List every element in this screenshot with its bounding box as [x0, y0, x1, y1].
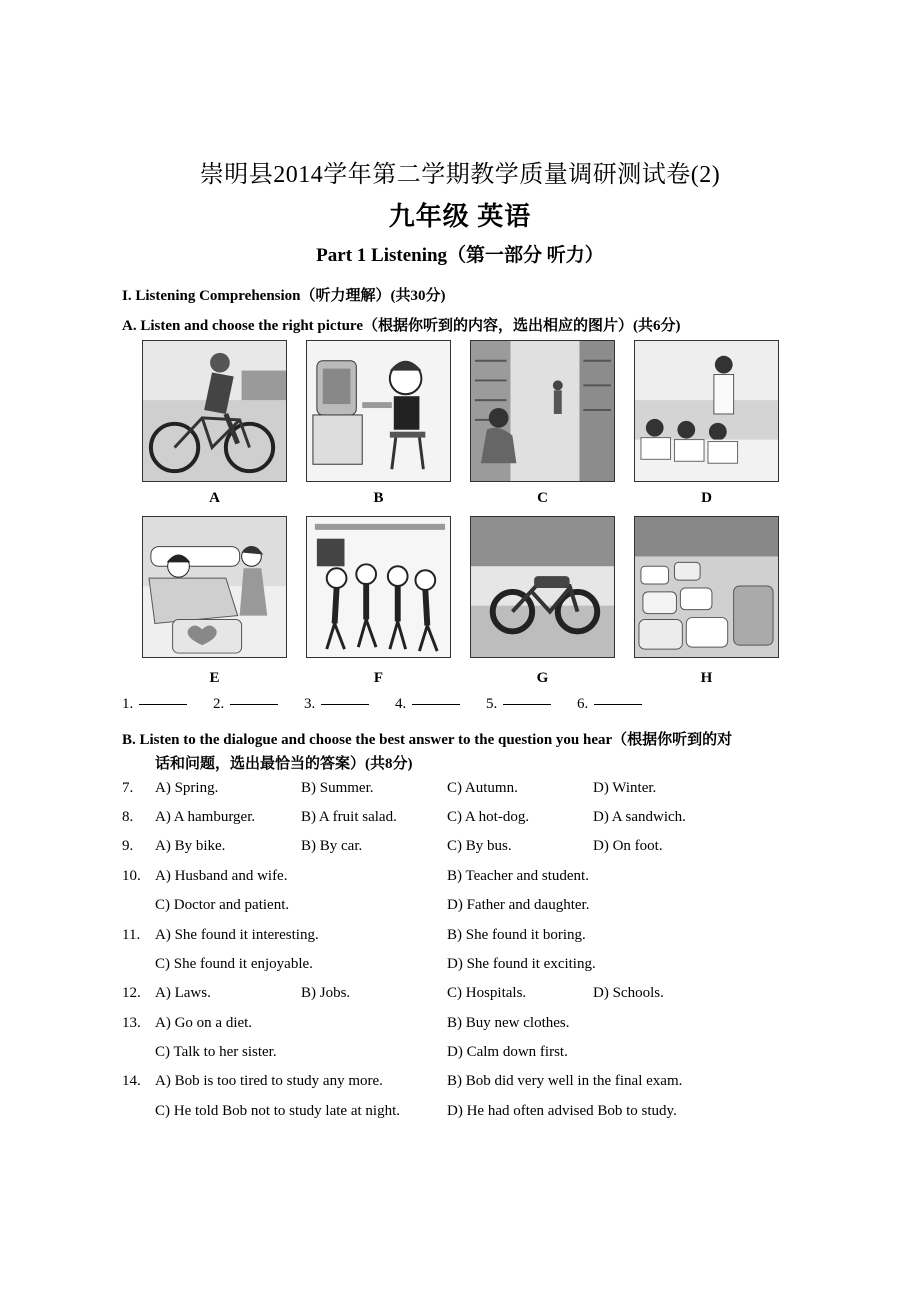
- option-c[interactable]: C) Hospitals.: [447, 985, 527, 1001]
- section-i-heading: I. Listening Comprehension（听力理解）(共30分): [122, 288, 446, 304]
- option-a[interactable]: A) A hamburger.: [155, 809, 256, 825]
- option-c[interactable]: C) She found it enjoyable.: [155, 956, 313, 972]
- picture-label-c: C: [537, 490, 548, 506]
- option-a[interactable]: A) Spring.: [155, 780, 219, 796]
- section-b-heading: B. Listen to the dialogue and choose the best answer to the question you hear（根据你听到的对: [122, 732, 733, 748]
- question-10: 10. A) Husband and wife. B) Teacher and student.: [122, 868, 589, 884]
- option-c[interactable]: C) A hot-dog.: [447, 809, 530, 825]
- option-b[interactable]: B) She found it boring.: [447, 927, 586, 943]
- question-13: 13. A) Go on a diet. B) Buy new clothes.: [122, 1015, 570, 1031]
- question-11-cont: [122, 956, 822, 978]
- motorcycle-photo-icon: [470, 516, 615, 658]
- option-a[interactable]: A) Bob is too tired to study any more.: [155, 1073, 383, 1089]
- question-8: 8. A) A hamburger. B) A fruit salad. C) A hot-dog. D) A sandwich.: [122, 809, 686, 825]
- blank-1[interactable]: 1.: [122, 696, 187, 713]
- option-c[interactable]: C) Doctor and patient.: [155, 897, 290, 913]
- blank-6[interactable]: 6.: [577, 696, 642, 713]
- question-13-cont: [122, 1044, 822, 1066]
- option-a[interactable]: A) She found it interesting.: [155, 927, 319, 943]
- question-14-cont: [122, 1103, 822, 1125]
- option-d[interactable]: D) He had often advised Bob to study.: [447, 1103, 677, 1119]
- option-c[interactable]: C) By bus.: [447, 838, 512, 854]
- option-b[interactable]: B) By car.: [301, 838, 363, 854]
- picture-label-d: D: [701, 490, 712, 506]
- option-c[interactable]: C) He told Bob not to study late at night.: [155, 1103, 400, 1119]
- option-c[interactable]: C) Talk to her sister.: [155, 1044, 277, 1060]
- option-c[interactable]: C) Autumn.: [447, 780, 518, 796]
- option-d[interactable]: D) On foot.: [593, 838, 663, 854]
- question-11: 11. A) She found it interesting. B) She found it boring.: [122, 927, 586, 943]
- question-12: 12. A) Laws. B) Jobs. C) Hospitals. D) Schools.: [122, 985, 664, 1001]
- part-heading: Part 1 Listening（第一部分 听力）: [316, 245, 604, 266]
- student-speech-photo-icon: [634, 340, 779, 482]
- option-d[interactable]: D) Winter.: [593, 780, 657, 796]
- question-14: 14. A) Bob is too tired to study any more. B) Bob did very well in the final exam.: [122, 1073, 683, 1089]
- option-d[interactable]: D) Calm down first.: [447, 1044, 568, 1060]
- blank-4[interactable]: 4.: [395, 696, 460, 713]
- section-b-heading-cont: 话和问题，选出最恰当的答案）(共8分): [155, 756, 413, 772]
- option-d[interactable]: D) Schools.: [593, 985, 664, 1001]
- blank-5[interactable]: 5.: [486, 696, 551, 713]
- question-7: 7. A) Spring. B) Summer. C) Autumn. D) Winter.: [122, 780, 657, 796]
- option-b[interactable]: B) Jobs.: [301, 985, 351, 1001]
- option-a[interactable]: A) Husband and wife.: [155, 868, 288, 884]
- option-b[interactable]: B) Bob did very well in the final exam.: [447, 1073, 683, 1089]
- option-b[interactable]: B) Buy new clothes.: [447, 1015, 570, 1031]
- question-10-cont: [122, 897, 822, 919]
- hikers-cartoon-icon: [306, 516, 451, 658]
- picture-label-h: H: [700, 670, 713, 686]
- option-b[interactable]: B) Teacher and student.: [447, 868, 589, 884]
- picture-label-b: B: [373, 490, 384, 506]
- option-d[interactable]: D) A sandwich.: [593, 809, 686, 825]
- answer-blanks: [122, 696, 664, 713]
- question-9: 9. A) By bike. B) By car. C) By bus. D) On foot.: [122, 838, 663, 854]
- picture-label-a: A: [209, 490, 220, 506]
- option-a[interactable]: A) Laws.: [155, 985, 211, 1001]
- picture-label-g: G: [536, 670, 549, 686]
- girl-in-bed-cartoon-icon: [142, 516, 287, 658]
- exam-subject: 九年级 英语: [388, 202, 532, 231]
- picture-label-e: E: [209, 670, 220, 686]
- boy-at-computer-cartoon-icon: [306, 340, 451, 482]
- library-reading-photo-icon: [470, 340, 615, 482]
- blank-3[interactable]: 3.: [304, 696, 369, 713]
- option-a[interactable]: A) Go on a diet.: [155, 1015, 253, 1031]
- exam-title: 崇明县2014学年第二学期教学质量调研测试卷(2): [199, 162, 721, 188]
- option-a[interactable]: A) By bike.: [155, 838, 226, 854]
- option-b[interactable]: B) Summer.: [301, 780, 374, 796]
- option-d[interactable]: D) Father and daughter.: [447, 897, 590, 913]
- option-b[interactable]: B) A fruit salad.: [301, 809, 397, 825]
- option-d[interactable]: D) She found it exciting.: [447, 956, 596, 972]
- picture-label-f: F: [373, 670, 384, 686]
- picture-grid: [142, 340, 782, 690]
- cyclist-photo-icon: [142, 340, 287, 482]
- blank-2[interactable]: 2.: [213, 696, 278, 713]
- traffic-jam-photo-icon: [634, 516, 779, 658]
- section-a-heading: A. Listen and choose the right picture（根据你听到的内容，选出相应的图片）(共6分): [122, 318, 681, 334]
